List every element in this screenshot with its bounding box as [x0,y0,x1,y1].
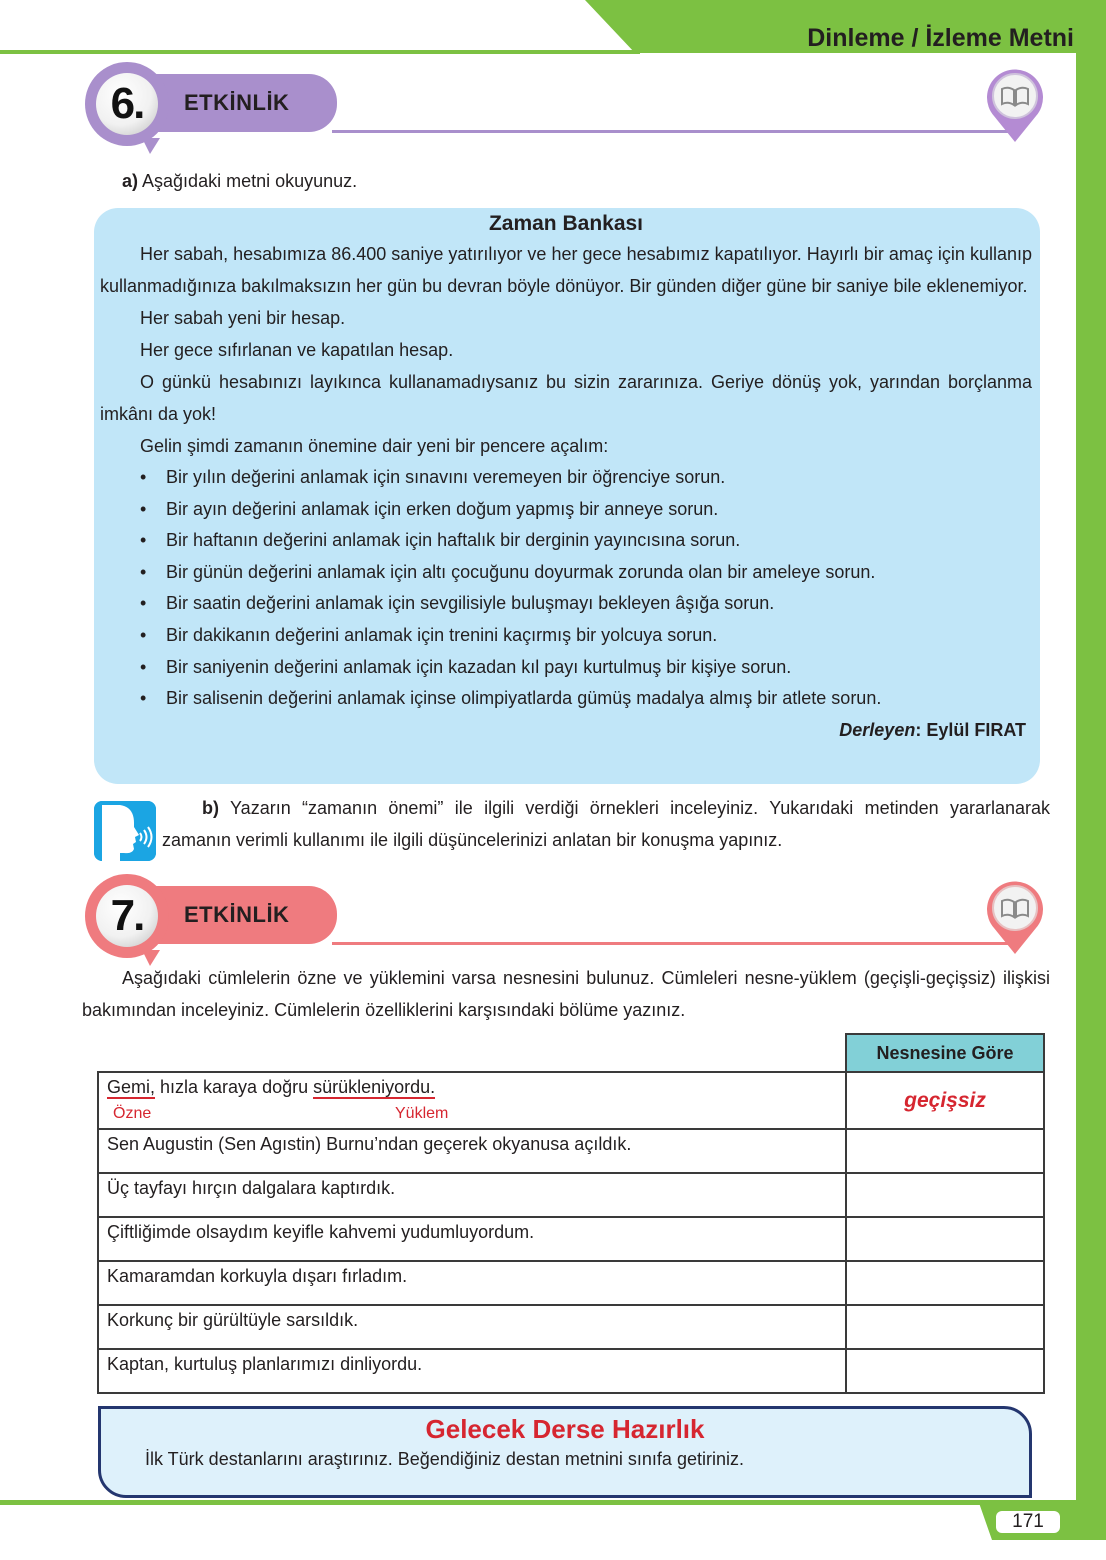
activity-number: 6. [96,73,158,135]
activity-7-rule [332,942,1012,945]
header-rule [0,50,640,54]
table-header-row [98,1034,1044,1072]
activity-6-label [152,74,337,132]
list-item: • Bir saatin değerini anlamak için sevgilisiyle buluşmayı bekleyen âşığa sorun. [140,588,1032,620]
activity-number: 7. [96,885,158,947]
page-number: 171 [996,1511,1060,1533]
speaking-head-icon [94,801,156,861]
section-title: Dinleme / İzleme Metni [807,24,1074,52]
sentence-middle: hızla karaya doğru [155,1077,314,1097]
right-margin-band [1076,0,1106,1505]
activity-7-label [152,886,337,944]
sentence-cell: Kamaramdan korkuyla dışarı fırladım. [98,1261,846,1305]
instruction-a [122,165,357,197]
activity-7-header [82,874,1052,974]
credit-name: Eylül FIRAT [926,719,1026,740]
predicate-label: Yüklem [395,1105,449,1122]
answer-cell[interactable] [846,1129,1044,1173]
list-item: • Bir saniyenin değerini anlamak için kazadan kıl payı kurtulmuş bir kişiye sorun. [140,652,1032,684]
activity-label-text: ETKİNLİK [184,902,290,927]
sentence-cell: Sen Augustin (Sen Agıstin) Burnu’ndan geçerek okyanusa açıldık. [98,1129,846,1173]
story-box [94,208,1040,784]
table-row [98,1072,1044,1129]
story-paragraph: Gelin şimdi zamanın önemine dair yeni bir pencere açalım: [140,436,609,456]
activity-6-badge [85,62,169,146]
answer-cell[interactable] [846,1217,1044,1261]
table-row [98,1349,1044,1393]
book-pin-icon [980,64,1050,144]
list-item: • Bir yılın değerini anlamak için sınavını veremeyen bir öğrenciye sorun. [140,462,1032,494]
instruction-a-label: a) [122,171,139,191]
subject-label: Özne [113,1105,152,1122]
book-pin-icon [980,876,1050,956]
predicate-word: sürükleniyordu. [313,1077,436,1097]
table-row [98,1305,1044,1349]
credit-label: Derleyen [839,719,916,740]
activity-6-rule [332,130,1012,133]
credit-separator: : [915,719,927,740]
sentence-cell: Çiftliğimde olsaydım keyifle kahvemi yudumluyordum. [98,1217,846,1261]
answer-cell [846,1072,1044,1129]
sentence-cell: Korkunç bir gürültüyle sarsıldık. [98,1305,846,1349]
story-paragraph: Her gece sıfırlanan ve kapatılan hesap. [140,340,454,360]
subject-word: Gemi, [107,1077,156,1097]
table-row [98,1261,1044,1305]
instruction-b-text: Yazarın “zamanın önemi” ile ilgili verdiği örnekleri inceleyiniz. Yukarıdaki metinden yararlanarak zamanın verimli kullanımı ile ilgili düşüncelerinizi anlatan bir konuşma yapınız. [162,798,1050,850]
story-paragraph: O günkü hesabınızı layıkınca kullanamadıysanız bu sizin zararınıza. Geriye dönüş yok, yarından borçlanma imkânı da yok! [100,372,1032,424]
sentence-cell: Üç tayfayı hırçın dalgalara kaptırdık. [98,1173,846,1217]
table-row [98,1217,1044,1261]
header-blank-cell [98,1034,846,1072]
header-nesnesine-gore: Nesnesine Göre [846,1034,1044,1072]
story-paragraph: Her sabah yeni bir hesap. [140,308,346,328]
list-item: • Bir ayın değerini anlamak için erken doğum yapmış bir anneye sorun. [140,494,1032,526]
answer-cell[interactable] [846,1349,1044,1393]
prep-text: İlk Türk destanlarını araştırınız. Beğendiğiniz destan metnini sınıfa getiriniz. [145,1449,744,1469]
footer-rule [0,1500,1106,1505]
example-answer: geçişsiz [904,1088,986,1112]
instruction-a-text: Aşağıdaki metni okuyunuz. [142,171,358,191]
list-item: • Bir dakikanın değerini anlamak için trenini kaçırmış bir yolcuya sorun. [140,620,1032,652]
answer-cell[interactable] [846,1173,1044,1217]
instruction-b [162,792,1050,856]
story-bullet-list [100,462,1032,715]
activity-6-header [82,62,1052,162]
activity-7-instruction: Aşağıdaki cümlelerin özne ve yüklemini varsa nesnesini bulunuz. Cümleleri nesne-yüklem (geçişli-geçişsiz) ilişkisi bakımından inceleyiniz. Cümlelerin özelliklerini karşısındaki bölüme yazınız. [82,968,1050,1020]
story-title: Zaman Bankası [488,212,644,235]
next-lesson-prep-box [98,1406,1032,1498]
table-row [98,1129,1044,1173]
list-item: • Bir günün değerini anlamak için altı çocuğunu doyurmak zorunda olan bir ameleye sorun. [140,557,1032,589]
story-credit [100,715,1032,745]
prep-title: Gelecek Derse Hazırlık [425,1414,705,1444]
sentence-cell: Kaptan, kurtuluş planlarımızı dinliyordu. [98,1349,846,1393]
instruction-b-label: b) [202,798,219,818]
example-sentence-cell [98,1072,846,1129]
story-paragraph: Her sabah, hesabımıza 86.400 saniye yatırılıyor ve her gece hesabımız kapatılıyor. Hayırlı bir amaç için kullanıp kullanmadığınıza bakılmaksızın her gün bu devran böyle dönüyor. Bir günden diğer güne bir saniye bile eklenemiyor. [100,244,1032,296]
answer-cell[interactable] [846,1305,1044,1349]
list-item: • Bir haftanın değerini anlamak için haftalık bir derginin yayıncısına sorun. [140,525,1032,557]
activity-7-badge [85,874,169,958]
activity-label-text: ETKİNLİK [184,90,290,115]
table-row [98,1173,1044,1217]
answer-cell[interactable] [846,1261,1044,1305]
list-item: • Bir salisenin değerini anlamak içinse olimpiyatlarda gümüş madalya almış bir atlete sorun. [140,683,1032,715]
sentence-table [97,1033,1045,1394]
